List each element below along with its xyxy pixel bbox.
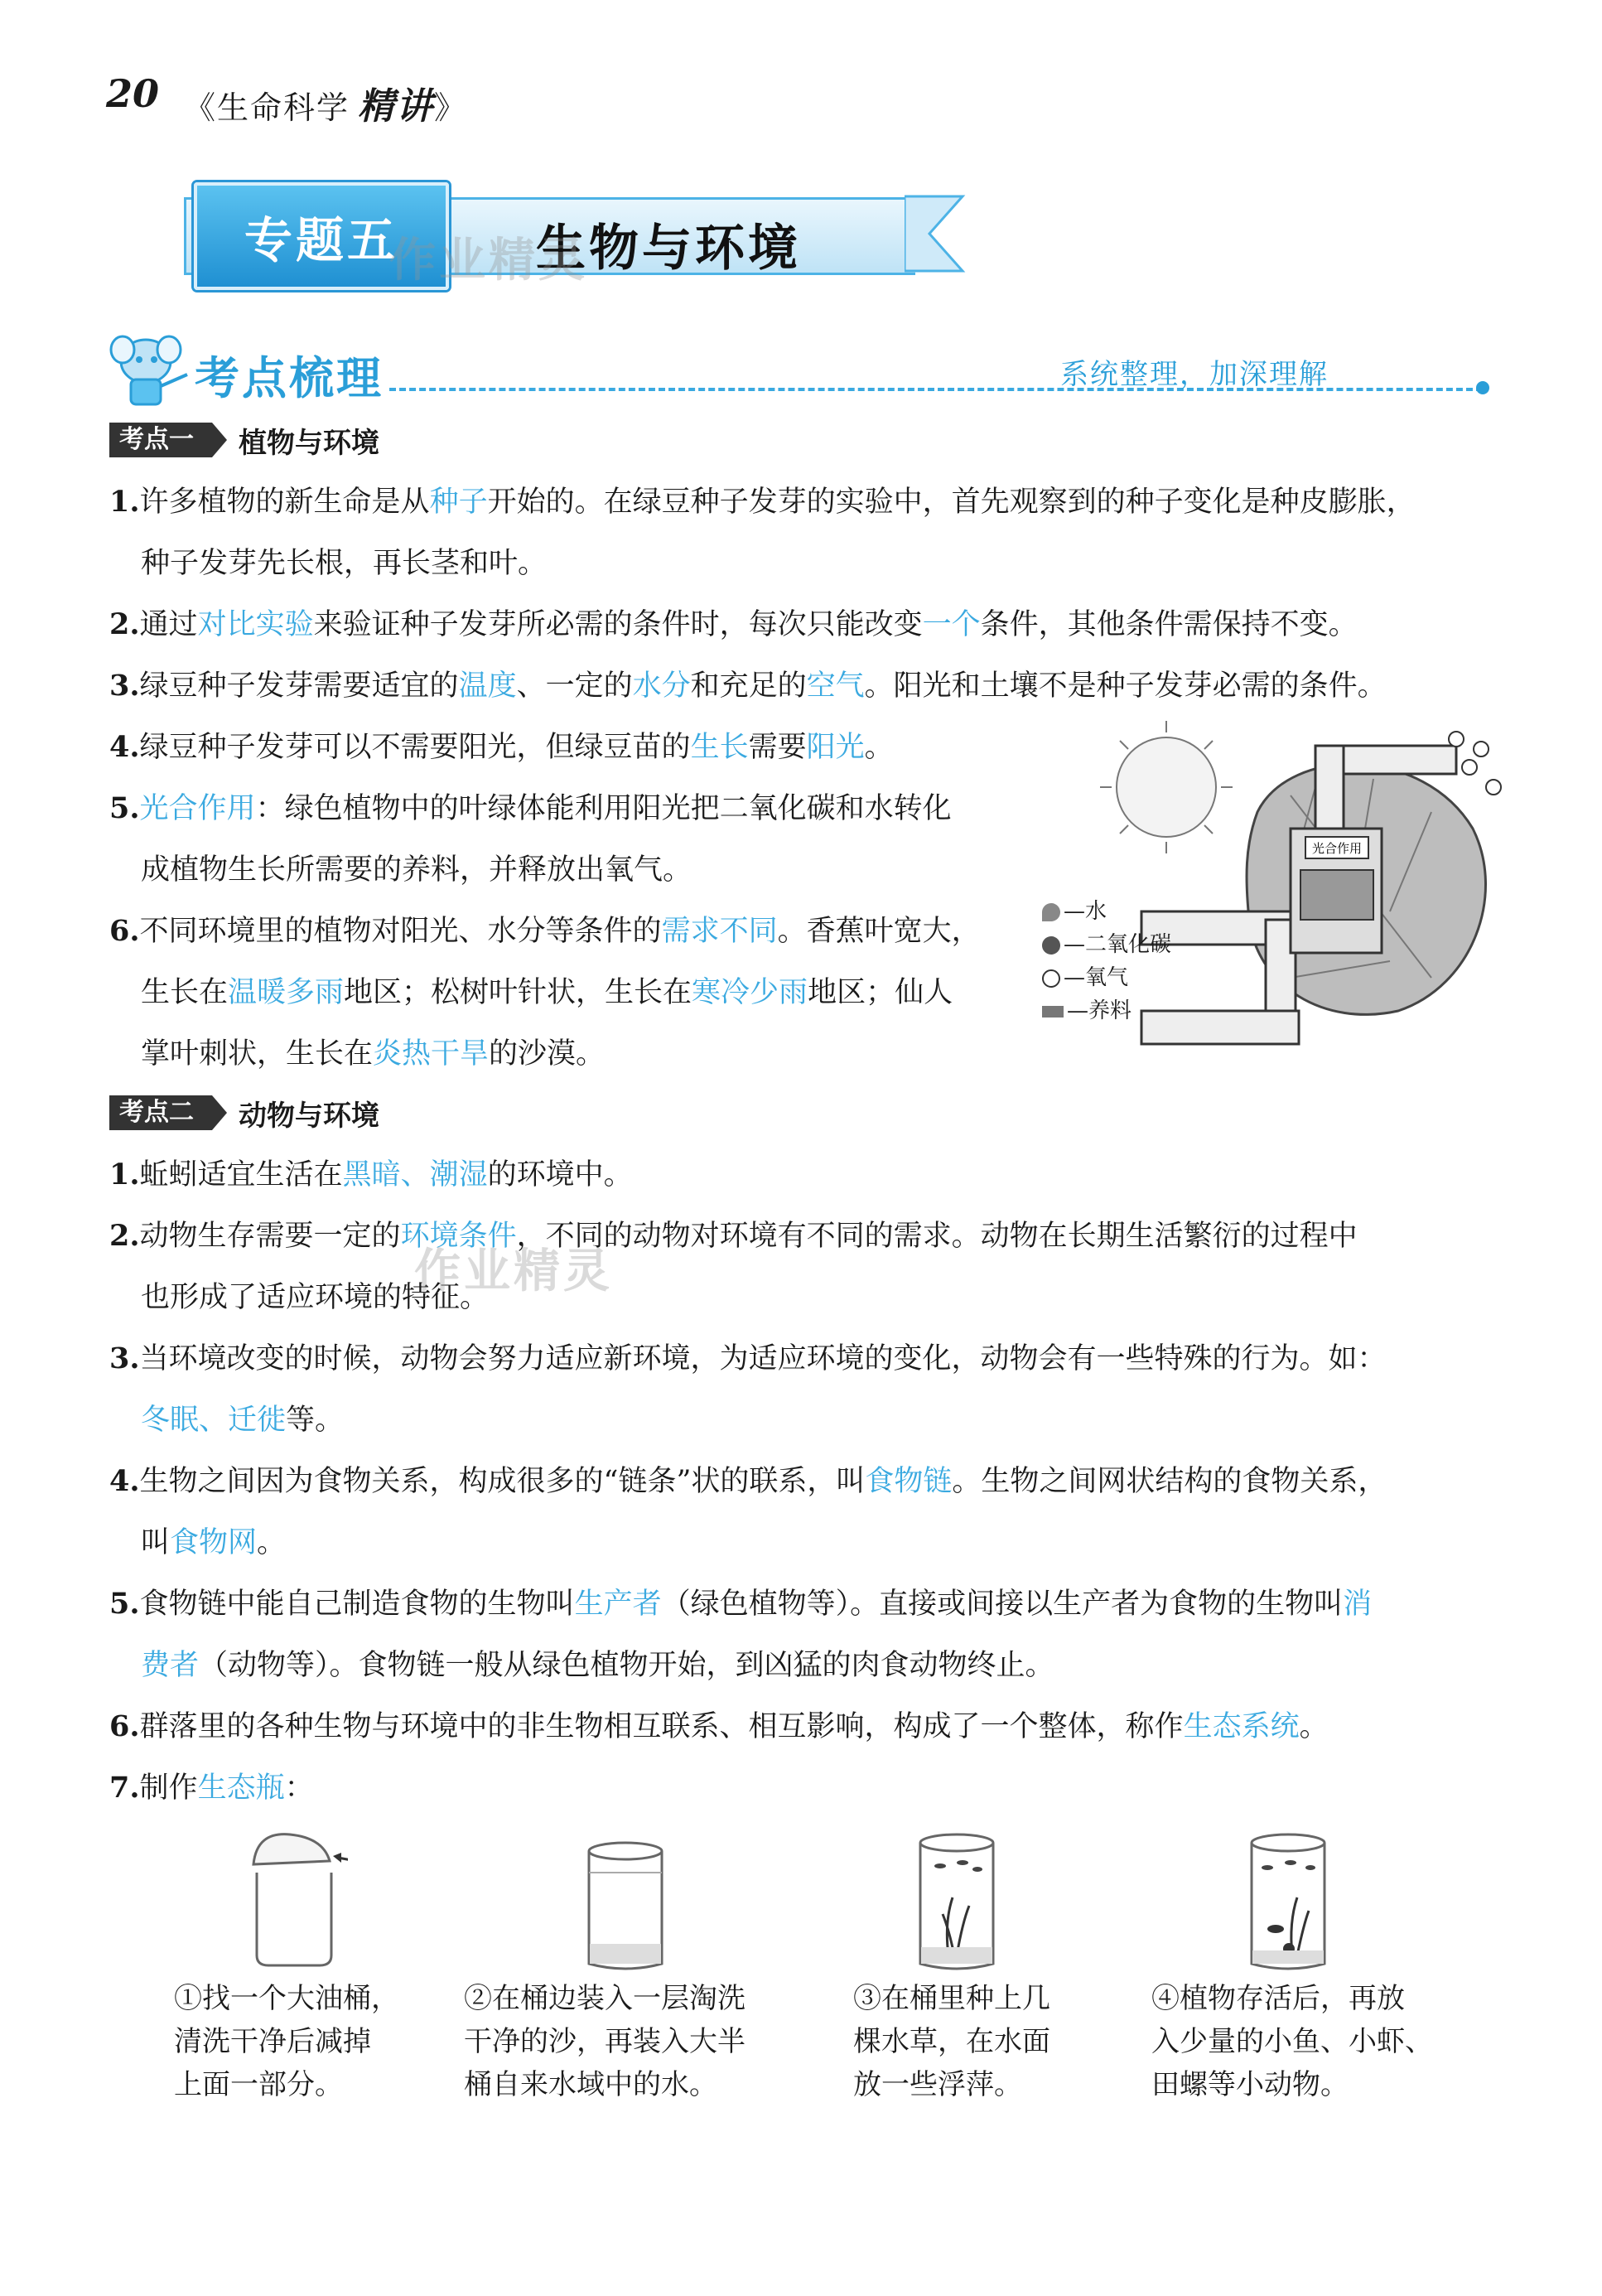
step-3-bottle-figure bbox=[911, 1831, 1002, 1972]
p1-item-5-line-2: 成植物生长所需要的养料，并释放出氧气。 bbox=[141, 853, 692, 887]
legend-nutrient: —养料 bbox=[1042, 994, 1208, 1027]
p2-item-1: 1.蚯蚓适宜生活在黑暗、潮湿的环境中。 bbox=[109, 1158, 633, 1192]
key-point-title: 动物与环境 bbox=[239, 1099, 379, 1133]
p2-item-2-line-1: 2.动物生存需要一定的环境条件，不同的动物对环境有不同的需求。动物在长期生活繁衍的过程中 bbox=[109, 1219, 1358, 1253]
step-4-caption: ④植物存活后，再放 入少量的小鱼、小虾、 田螺等小动物。 bbox=[1151, 1982, 1433, 2101]
watermark: 作业精灵 bbox=[389, 234, 588, 288]
key-point-tag: 考点一 bbox=[109, 423, 212, 457]
p2-item-4-line-1: 4.生物之间因为食物关系，构成很多的“链条”状的联系，叫食物链。生物之间网状结构的食物关系， bbox=[109, 1464, 1387, 1498]
step-1-bottle-figure bbox=[240, 1823, 348, 1972]
svg-text:光合作用: 光合作用 bbox=[1311, 841, 1363, 856]
p1-item-5-line-1: 5.光合作用：绿色植物中的叶绿体能利用阳光把二氧化碳和水转化 bbox=[109, 791, 952, 825]
p1-item-6-line-3: 掌叶刺状，生长在炎热干旱的沙漠。 bbox=[141, 1037, 606, 1071]
key-point-title: 植物与环境 bbox=[239, 426, 379, 460]
page-number: 20 bbox=[106, 71, 160, 116]
watermark: 作业精灵 bbox=[414, 1245, 613, 1298]
p2-item-4-line-2: 叫食物网。 bbox=[141, 1526, 287, 1559]
step-4-bottle-figure bbox=[1243, 1831, 1334, 1972]
p1-item-6-line-2: 生长在温暖多雨地区；松树叶针状，生长在寒冷少雨地区；仙人 bbox=[141, 976, 953, 1009]
section-title: 考点梳理 bbox=[195, 352, 384, 404]
p2-item-7: 7.制作生态瓶： bbox=[109, 1771, 314, 1805]
p2-item-3-line-2: 冬眠、迁徙等。 bbox=[141, 1404, 345, 1437]
legend-co2: —二氧化碳 bbox=[1042, 928, 1208, 961]
topic-tag: 专题五 bbox=[194, 182, 449, 290]
key-point-1 bbox=[109, 421, 379, 459]
section-heading bbox=[108, 328, 1483, 411]
p1-item-1-line-2: 种子发芽先长根，再长茎和叶。 bbox=[141, 547, 548, 580]
p1-item-6-line-1: 6.不同环境里的植物对阳光、水分等条件的需求不同。香蕉叶宽大， bbox=[109, 914, 981, 948]
section-subtitle: 系统整理，加深理解 bbox=[1060, 358, 1329, 391]
p2-item-5-line-2: 费者（动物等）。食物链一般从绿色植物开始，到凶猛的肉食动物终止。 bbox=[141, 1649, 1054, 1682]
topic-title: 生物与环境 bbox=[536, 220, 801, 278]
step-1-caption: ①找一个大油桶， 清洗干净后减掉 上面一部分。 bbox=[174, 1982, 399, 2101]
section-divider-dot bbox=[1476, 381, 1489, 394]
mascot-icon bbox=[108, 328, 199, 411]
step-3-caption: ③在桶里种上几 棵水草，在水面 放一些浮萍。 bbox=[853, 1982, 1050, 2101]
p1-item-3: 3.绿豆种子发芽需要适宜的温度、一定的水分和充足的空气。阳光和土壤不是种子发芽必需的条件。 bbox=[109, 669, 1387, 703]
legend-water: —水 bbox=[1042, 895, 1208, 928]
p1-item-2: 2.通过对比实验来验证种子发芽所必需的条件时，每次只能改变一个条件，其他条件需保持不变。 bbox=[109, 607, 1358, 641]
step-2-caption: ②在桶边装入一层淘洗 干净的沙，再装入大半 桶自来水域中的水。 bbox=[464, 1982, 746, 2101]
photosynthesis-figure bbox=[1042, 713, 1506, 1061]
key-point-tag: 考点二 bbox=[109, 1095, 212, 1130]
step-2-bottle-figure bbox=[580, 1839, 671, 1972]
p1-item-1-line-1: 1.许多植物的新生命是从种子开始的。在绿豆种子发芽的实验中，首先观察到的种子变化是种皮膨胀， bbox=[109, 485, 1416, 519]
banner-arrow-icon bbox=[905, 194, 979, 273]
p2-item-2-line-2: 也形成了适应环境的特征。 bbox=[141, 1281, 490, 1314]
legend-oxygen: —氧气 bbox=[1042, 961, 1208, 994]
p2-item-6: 6.群落里的各种生物与环境中的非生物相互联系、相互影响，构成了一个整体，称作生态系统。 bbox=[109, 1709, 1329, 1743]
photosynthesis-legend bbox=[1042, 895, 1208, 1027]
key-point-2 bbox=[109, 1094, 379, 1132]
book-title: 《生命科学 精讲》 bbox=[184, 85, 468, 128]
p1-item-4: 4.绿豆种子发芽可以不需要阳光，但绿豆苗的生长需要阳光。 bbox=[109, 730, 894, 764]
p2-item-3-line-1: 3.当环境改变的时候，动物会努力适应新环境，为适应环境的变化，动物会有一些特殊的行为。如： bbox=[109, 1341, 1387, 1375]
p2-item-5-line-1: 5.食物链中能自己制造食物的生物叫生产者（绿色植物等）。直接或间接以生产者为食物的生物叫消 bbox=[109, 1587, 1373, 1621]
